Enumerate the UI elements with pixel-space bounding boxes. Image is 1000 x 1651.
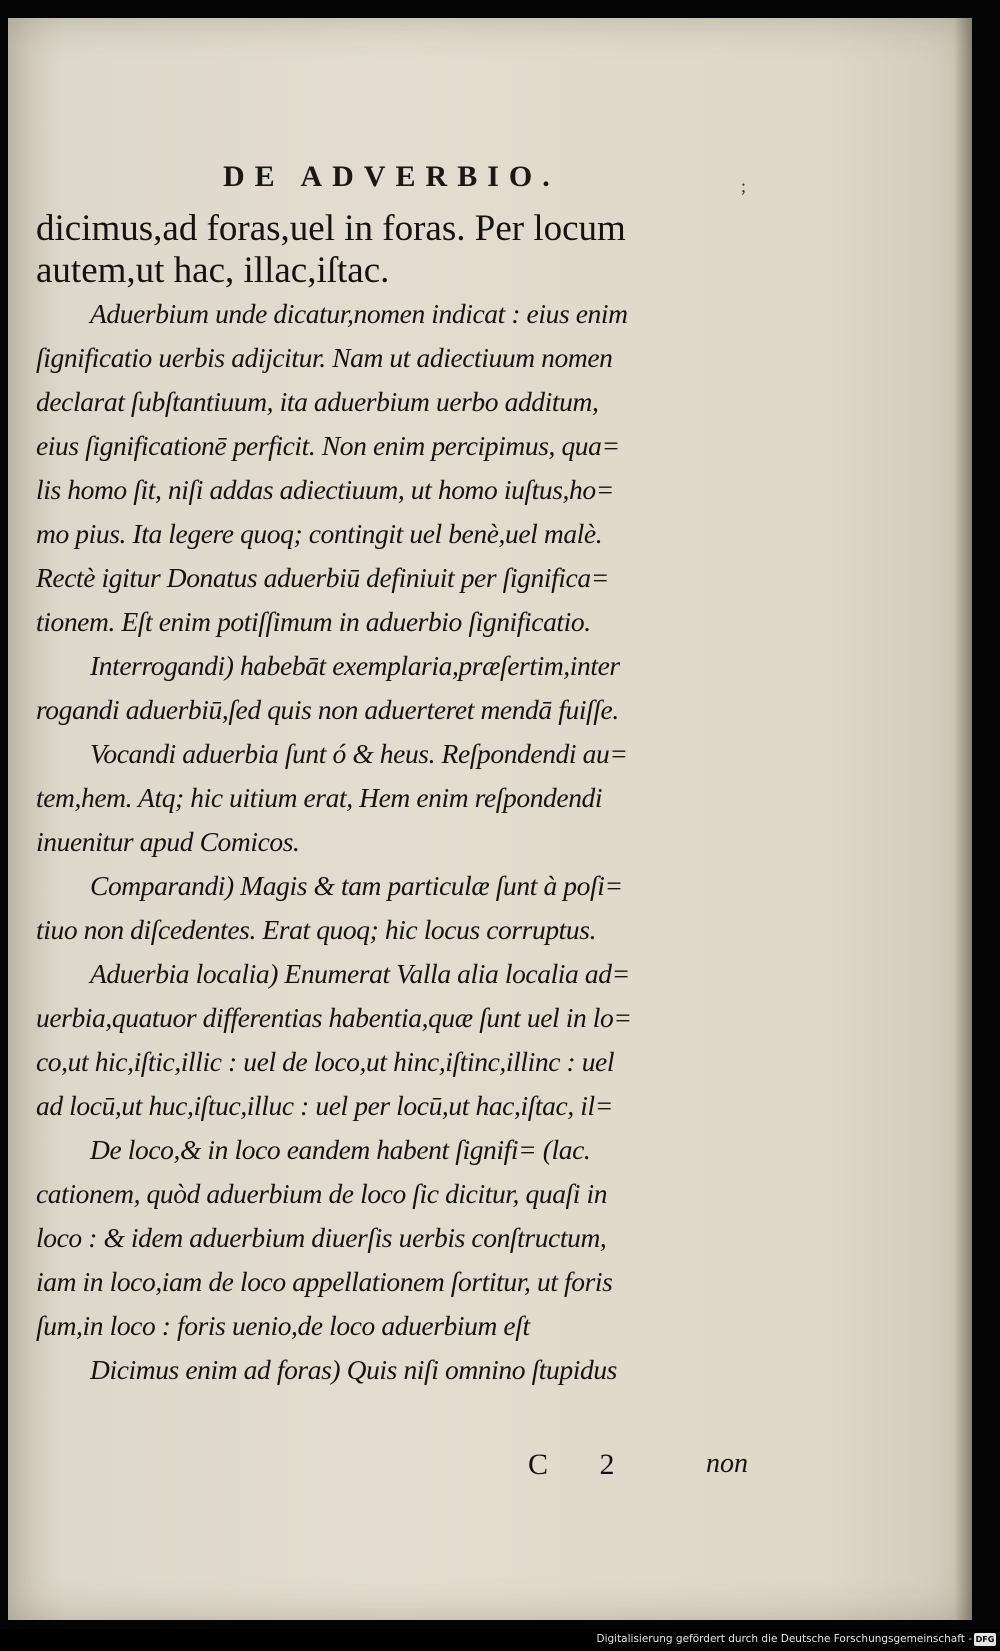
text-line: iam in loco,iam de loco appellationem ſortitur, ut foris: [36, 1266, 613, 1297]
text-line: autem,ut hac, illac,iſtac.: [36, 250, 390, 291]
text-line: tionem. Eſt enim potiſſimum in aduerbio ſignificatio.: [36, 606, 591, 637]
text-line: lis homo ſit, niſi addas adiectiuum, ut homo iuſtus,ho=: [36, 474, 614, 505]
text-line: rogandi aduerbiū,ſed quis non aduerteret mendā fuiſſe.: [36, 694, 619, 725]
text-line: co,ut hic,iſtic,illic : uel de loco,ut hinc,iſtinc,illinc : uel: [36, 1046, 615, 1077]
dfg-logo-icon: DFG: [975, 1635, 995, 1644]
text-line: loco : & idem aduerbium diuerſis uerbis conſtructum,: [36, 1222, 607, 1253]
text-line: tem,hem. Atq; hic uitium erat, Hem enim reſpondendi: [36, 782, 603, 813]
text-line: Interrogandi) habebāt exemplaria,præſertim,inter: [90, 650, 620, 681]
text-line: ſignificatio uerbis adijcitur. Nam ut adiectiuum nomen: [36, 342, 613, 373]
text-line: dicimus,ad foras,uel in foras. Per locum: [36, 208, 626, 249]
text-line: uerbia,quatuor differentias habentia,quæ ſunt uel in lo=: [36, 1002, 632, 1033]
text-line: mo pius. Ita legere quoq; contingit uel benè,uel malè.: [36, 518, 603, 549]
text-line: inuenitur apud Comicos.: [36, 826, 300, 857]
text-line: ad locū,ut huc,iſtuc,illuc : uel per locū,ut hac,iſtac, il=: [36, 1090, 613, 1121]
text-line: Rectè igitur Donatus aduerbiū definiuit per ſignifica=: [36, 562, 609, 593]
book-page: [8, 18, 972, 1620]
text-line: Comparandi) Magis & tam particulæ ſunt à poſi=: [90, 870, 623, 901]
text-line: Aduerbium unde dicatur,nomen indicat : eius enim: [90, 298, 628, 329]
footer-credit: Digitalisierung gefördert durch die Deutsche Forschungsgemeinschaft -: [596, 1633, 972, 1645]
text-line: declarat ſubſtantiuum, ita aduerbium uerbo additum,: [36, 386, 599, 417]
text-line: Vocandi aduerbia ſunt ó & heus. Reſpondendi au=: [90, 738, 628, 769]
page-edge-shadow: [954, 18, 972, 1620]
text-line: Dicimus enim ad foras) Quis niſi omnino ſtupidus: [90, 1354, 617, 1385]
signature-mark: C 2: [528, 1448, 637, 1481]
text-line: Aduerbia localia) Enumerat Valla alia localia ad=: [90, 958, 630, 989]
text-line: ſum,in loco : foris uenio,de loco aduerbium eſt: [36, 1310, 530, 1341]
running-head: DE ADVERBIO.: [223, 160, 560, 193]
text-line: eius ſignificationē perficit. Non enim percipimus, qua=: [36, 430, 620, 461]
text-block: [36, 208, 756, 1392]
text-line: De loco,& in loco eandem habent ſignifi= (lac.: [90, 1134, 591, 1165]
text-line: cationem, quòd aduerbium de loco ſic dicitur, quaſi in: [36, 1178, 608, 1209]
corner-mark: ;: [741, 176, 747, 196]
text-line: tiuo non diſcedentes. Erat quoq; hic locus corruptus.: [36, 914, 597, 945]
catchword: non: [706, 1448, 748, 1479]
footer-bar: [0, 1629, 1000, 1651]
